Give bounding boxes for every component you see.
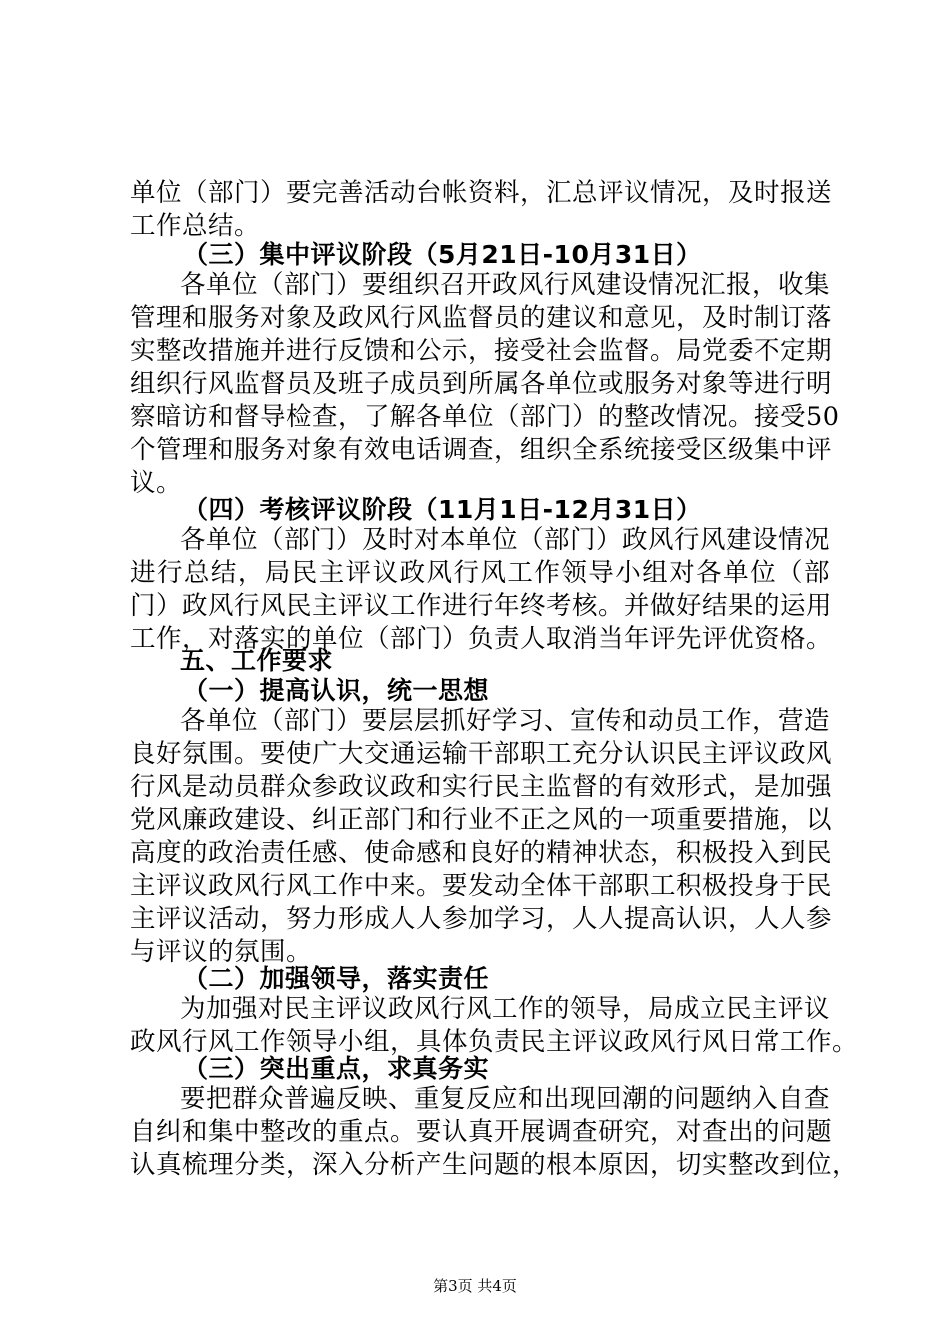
- paragraph-line: 自纠和集中整改的重点。要认真开展调查研究，对查出的问题: [130, 1117, 833, 1147]
- paragraph-line: 单位（部门）要完善活动台帐资料，汇总评议情况，及时报送: [130, 178, 833, 208]
- paragraph-line: 个管理和服务对象有效电话调查，组织全系统接受区级集中评: [130, 435, 833, 465]
- section-heading: （三）集中评议阶段（5月21日-10月31日）: [183, 240, 702, 269]
- paragraph-line: 要把群众普遍反映、重复反应和出现回潮的问题纳入自查: [180, 1084, 831, 1114]
- paragraph-line: 察暗访和督导检查，了解各单位（部门）的整改情况。接受50: [130, 402, 840, 432]
- paragraph-line: 党风廉政建设、纠正部门和行业不正之风的一项重要措施，以: [130, 805, 833, 835]
- paragraph-line: 进行总结，局民主评议政风行风工作领导小组对各单位（部: [130, 558, 830, 588]
- paragraph-line: 议。: [130, 468, 183, 498]
- section-heading: 五、工作要求: [180, 646, 334, 675]
- paragraph-line: 各单位（部门）要组织召开政风行风建设情况汇报，收集: [180, 270, 831, 300]
- paragraph-line: 行风是动员群众参政议政和实行民主监督的有效形式，是加强: [130, 772, 833, 802]
- paragraph-line: 组织行风监督员及班子成员到所属各单位或服务对象等进行明: [130, 369, 833, 399]
- paragraph-line: 政风行风工作领导小组，具体负责民主评议政风行风日常工作。: [130, 1027, 859, 1057]
- paragraph-line: 与评议的氛围。: [130, 937, 313, 967]
- section-heading: （四）考核评议阶段（11月1日-12月31日）: [183, 495, 702, 524]
- paragraph-line: 良好氛围。要使广大交通运输干部职工充分认识民主评议政风: [130, 739, 833, 769]
- paragraph-line: 为加强对民主评议政风行风工作的领导，局成立民主评议: [180, 994, 831, 1024]
- paragraph-line: 工作总结。: [130, 211, 261, 241]
- paragraph-line: 认真梳理分类，深入分析产生问题的根本原因，切实整改到位，: [130, 1150, 859, 1180]
- section-heading: （三）突出重点，求真务实: [183, 1054, 490, 1083]
- section-heading: （一）提高认识，统一思想: [183, 676, 490, 705]
- section-heading: （二）加强领导，落实责任: [183, 964, 490, 993]
- paragraph-line: 主评议活动，努力形成人人参加学习，人人提高认识，人人参: [130, 904, 833, 934]
- page-number-footer: 第3页 共4页: [433, 1277, 517, 1295]
- paragraph-line: 主评议政风行风工作中来。要发动全体干部职工积极投身于民: [130, 871, 833, 901]
- paragraph-line: 各单位（部门）要层层抓好学习、宣传和动员工作，营造: [180, 706, 831, 736]
- paragraph-line: 各单位（部门）及时对本单位（部门）政风行风建设情况: [180, 525, 831, 555]
- paragraph-line: 工作，对落实的单位（部门）负责人取消当年评先评优资格。: [130, 624, 833, 654]
- paragraph-line: 实整改措施并进行反馈和公示，接受社会监督。局党委不定期: [130, 336, 833, 366]
- paragraph-line: 管理和服务对象及政风行风监督员的建议和意见，及时制订落: [130, 303, 833, 333]
- paragraph-line: 门）政风行风民主评议工作进行年终考核。并做好结果的运用: [130, 591, 833, 621]
- paragraph-line: 高度的政治责任感、使命感和良好的精神状态，积极投入到民: [130, 838, 833, 868]
